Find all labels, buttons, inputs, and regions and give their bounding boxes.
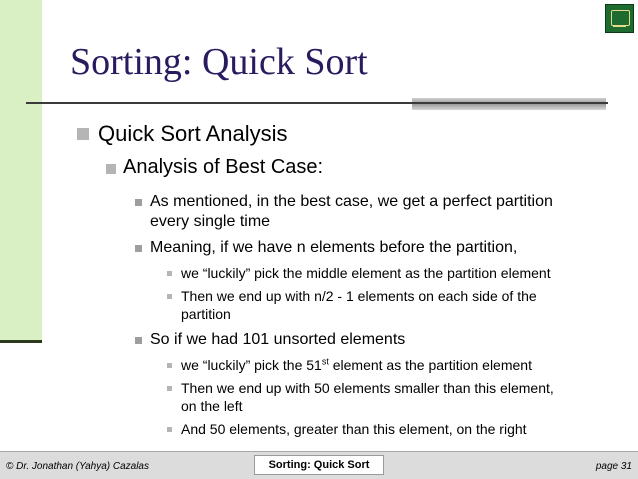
left-accent-band — [0, 0, 42, 342]
bullet-square-icon — [167, 386, 172, 391]
footer-title: Sorting: Quick Sort — [254, 455, 384, 475]
university-logo — [605, 4, 634, 33]
bullet-square-icon — [167, 427, 172, 432]
bullet-level4: we “luckily” pick the middle element as the partition element — [181, 265, 551, 281]
bullet-square-icon — [77, 128, 89, 140]
bullet-level4-continuation: on the left — [181, 398, 243, 414]
bullet-square-icon — [135, 337, 142, 344]
bullet-level1: Quick Sort Analysis — [98, 121, 288, 146]
bullet-level4 — [181, 356, 532, 374]
bullet-text-part: element as the partition element — [328, 357, 532, 373]
bullet-level3: Meaning, if we have n elements before the partition, — [150, 239, 518, 256]
bullet-level4: Then we end up with 50 elements smaller than this element, — [181, 380, 554, 396]
bullet-level3: As mentioned, in the best case, we get a perfect partition — [150, 193, 553, 210]
footer-author: © Dr. Jonathan (Yahya) Cazalas — [6, 461, 149, 472]
bullet-level2: Analysis of Best Case: — [123, 156, 324, 178]
logo-base — [613, 25, 626, 27]
bullet-square-icon — [167, 271, 172, 276]
bullet-level4: Then we end up with n/2 - 1 elements on each side of the — [181, 288, 537, 304]
bullet-text-part: we “luckily” pick the 51 — [181, 357, 322, 373]
bullet-level3-continuation: every single time — [150, 213, 271, 230]
bullet-square-icon — [106, 164, 116, 174]
logo-emblem — [611, 10, 630, 26]
bullet-level4: And 50 elements, greater than this element, on the right — [181, 421, 527, 437]
title-divider — [26, 102, 608, 104]
bullet-square-icon — [167, 363, 172, 368]
footer-page-number: page 31 — [595, 461, 632, 472]
bullet-square-icon — [135, 245, 142, 252]
bullet-level3: So if we had 101 unsorted elements — [150, 331, 406, 348]
bullet-square-icon — [135, 199, 142, 206]
ordinal-suffix: st — [321, 356, 329, 367]
left-accent-rule — [0, 340, 42, 343]
bullet-square-icon — [167, 294, 172, 299]
slide-title: Sorting: Quick Sort — [70, 41, 368, 83]
slide-footer — [0, 451, 638, 479]
title-divider-shade — [412, 98, 606, 110]
bullet-level4-continuation: partition — [181, 306, 231, 322]
